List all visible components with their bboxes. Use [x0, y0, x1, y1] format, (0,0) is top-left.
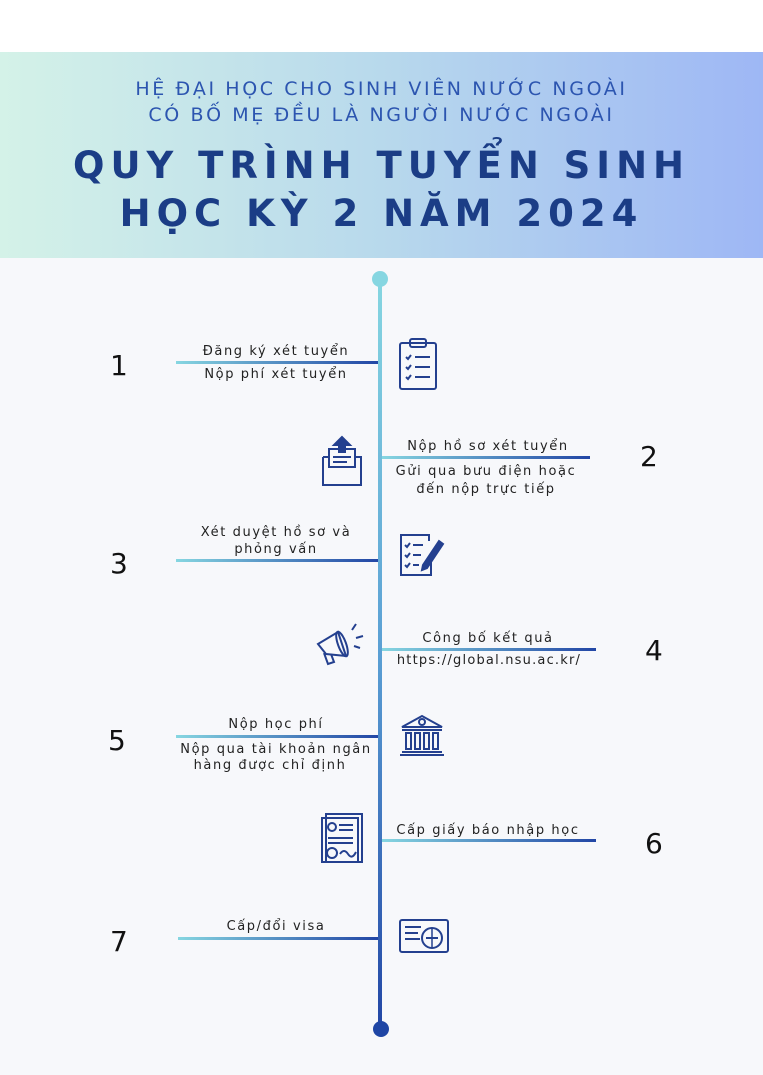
step-6-branch [382, 839, 596, 842]
document-upload-icon [320, 435, 364, 487]
header-banner [0, 52, 763, 258]
header-title-line1: QUY TRÌNH TUYỂN SINH [72, 144, 691, 187]
timeline-line [378, 280, 382, 1030]
clipboard-checklist-icon [397, 337, 439, 391]
timeline-end-dot [373, 1021, 389, 1037]
step-5-detail-line2: hàng được chỉ định [193, 758, 347, 773]
step-3-title-line2: phỏng vấn [234, 542, 318, 557]
megaphone-icon [314, 620, 366, 668]
step-7-number: 7 [110, 925, 128, 958]
step-4-branch [382, 648, 596, 651]
step-2-number: 2 [640, 440, 658, 473]
bank-icon [399, 713, 445, 757]
step-5-branch [176, 735, 378, 738]
step-1-branch [176, 361, 378, 364]
header-subtitle-line1: HỆ ĐẠI HỌC CHO SINH VIÊN NƯỚC NGOÀI [135, 78, 628, 100]
step-1-number: 1 [110, 349, 128, 382]
step-4-number: 4 [645, 634, 663, 667]
document-pen-icon [397, 533, 445, 577]
step-4-title: Công bố kết quả [422, 631, 554, 646]
step-5-detail-line1: Nộp qua tài khoản ngân [180, 742, 372, 757]
step-5-title: Nộp học phí [228, 717, 324, 732]
header-title-line2: HỌC KỲ 2 NĂM 2024 [119, 192, 644, 235]
step-6-title: Cấp giấy báo nhập học [396, 823, 580, 838]
visa-passport-icon [398, 916, 450, 956]
step-1-detail: Nộp phí xét tuyển [204, 367, 348, 382]
step-7-branch [178, 937, 378, 940]
step-3-number: 3 [110, 547, 128, 580]
step-7-title: Cấp/đổi visa [226, 919, 326, 934]
step-2-title: Nộp hồ sơ xét tuyển [407, 439, 569, 454]
step-6-number: 6 [645, 827, 663, 860]
step-4-link: https://global.nsu.ac.kr/ [396, 653, 582, 668]
step-3-branch [176, 559, 378, 562]
header-subtitle-line2: CÓ BỐ MẸ ĐỀU LÀ NGƯỜI NƯỚC NGOÀI [148, 104, 615, 126]
certificate-icon [320, 812, 364, 864]
timeline-start-dot [372, 271, 388, 287]
step-1-title: Đăng ký xét tuyển [202, 344, 350, 359]
step-5-number: 5 [108, 724, 126, 757]
step-2-branch [382, 456, 590, 459]
step-3-title-line1: Xét duyệt hồ sơ và [200, 525, 352, 540]
step-2-detail-line1: Gửi qua bưu điện hoặc [395, 464, 577, 479]
step-2-detail-line2: đến nộp trực tiếp [416, 482, 556, 497]
